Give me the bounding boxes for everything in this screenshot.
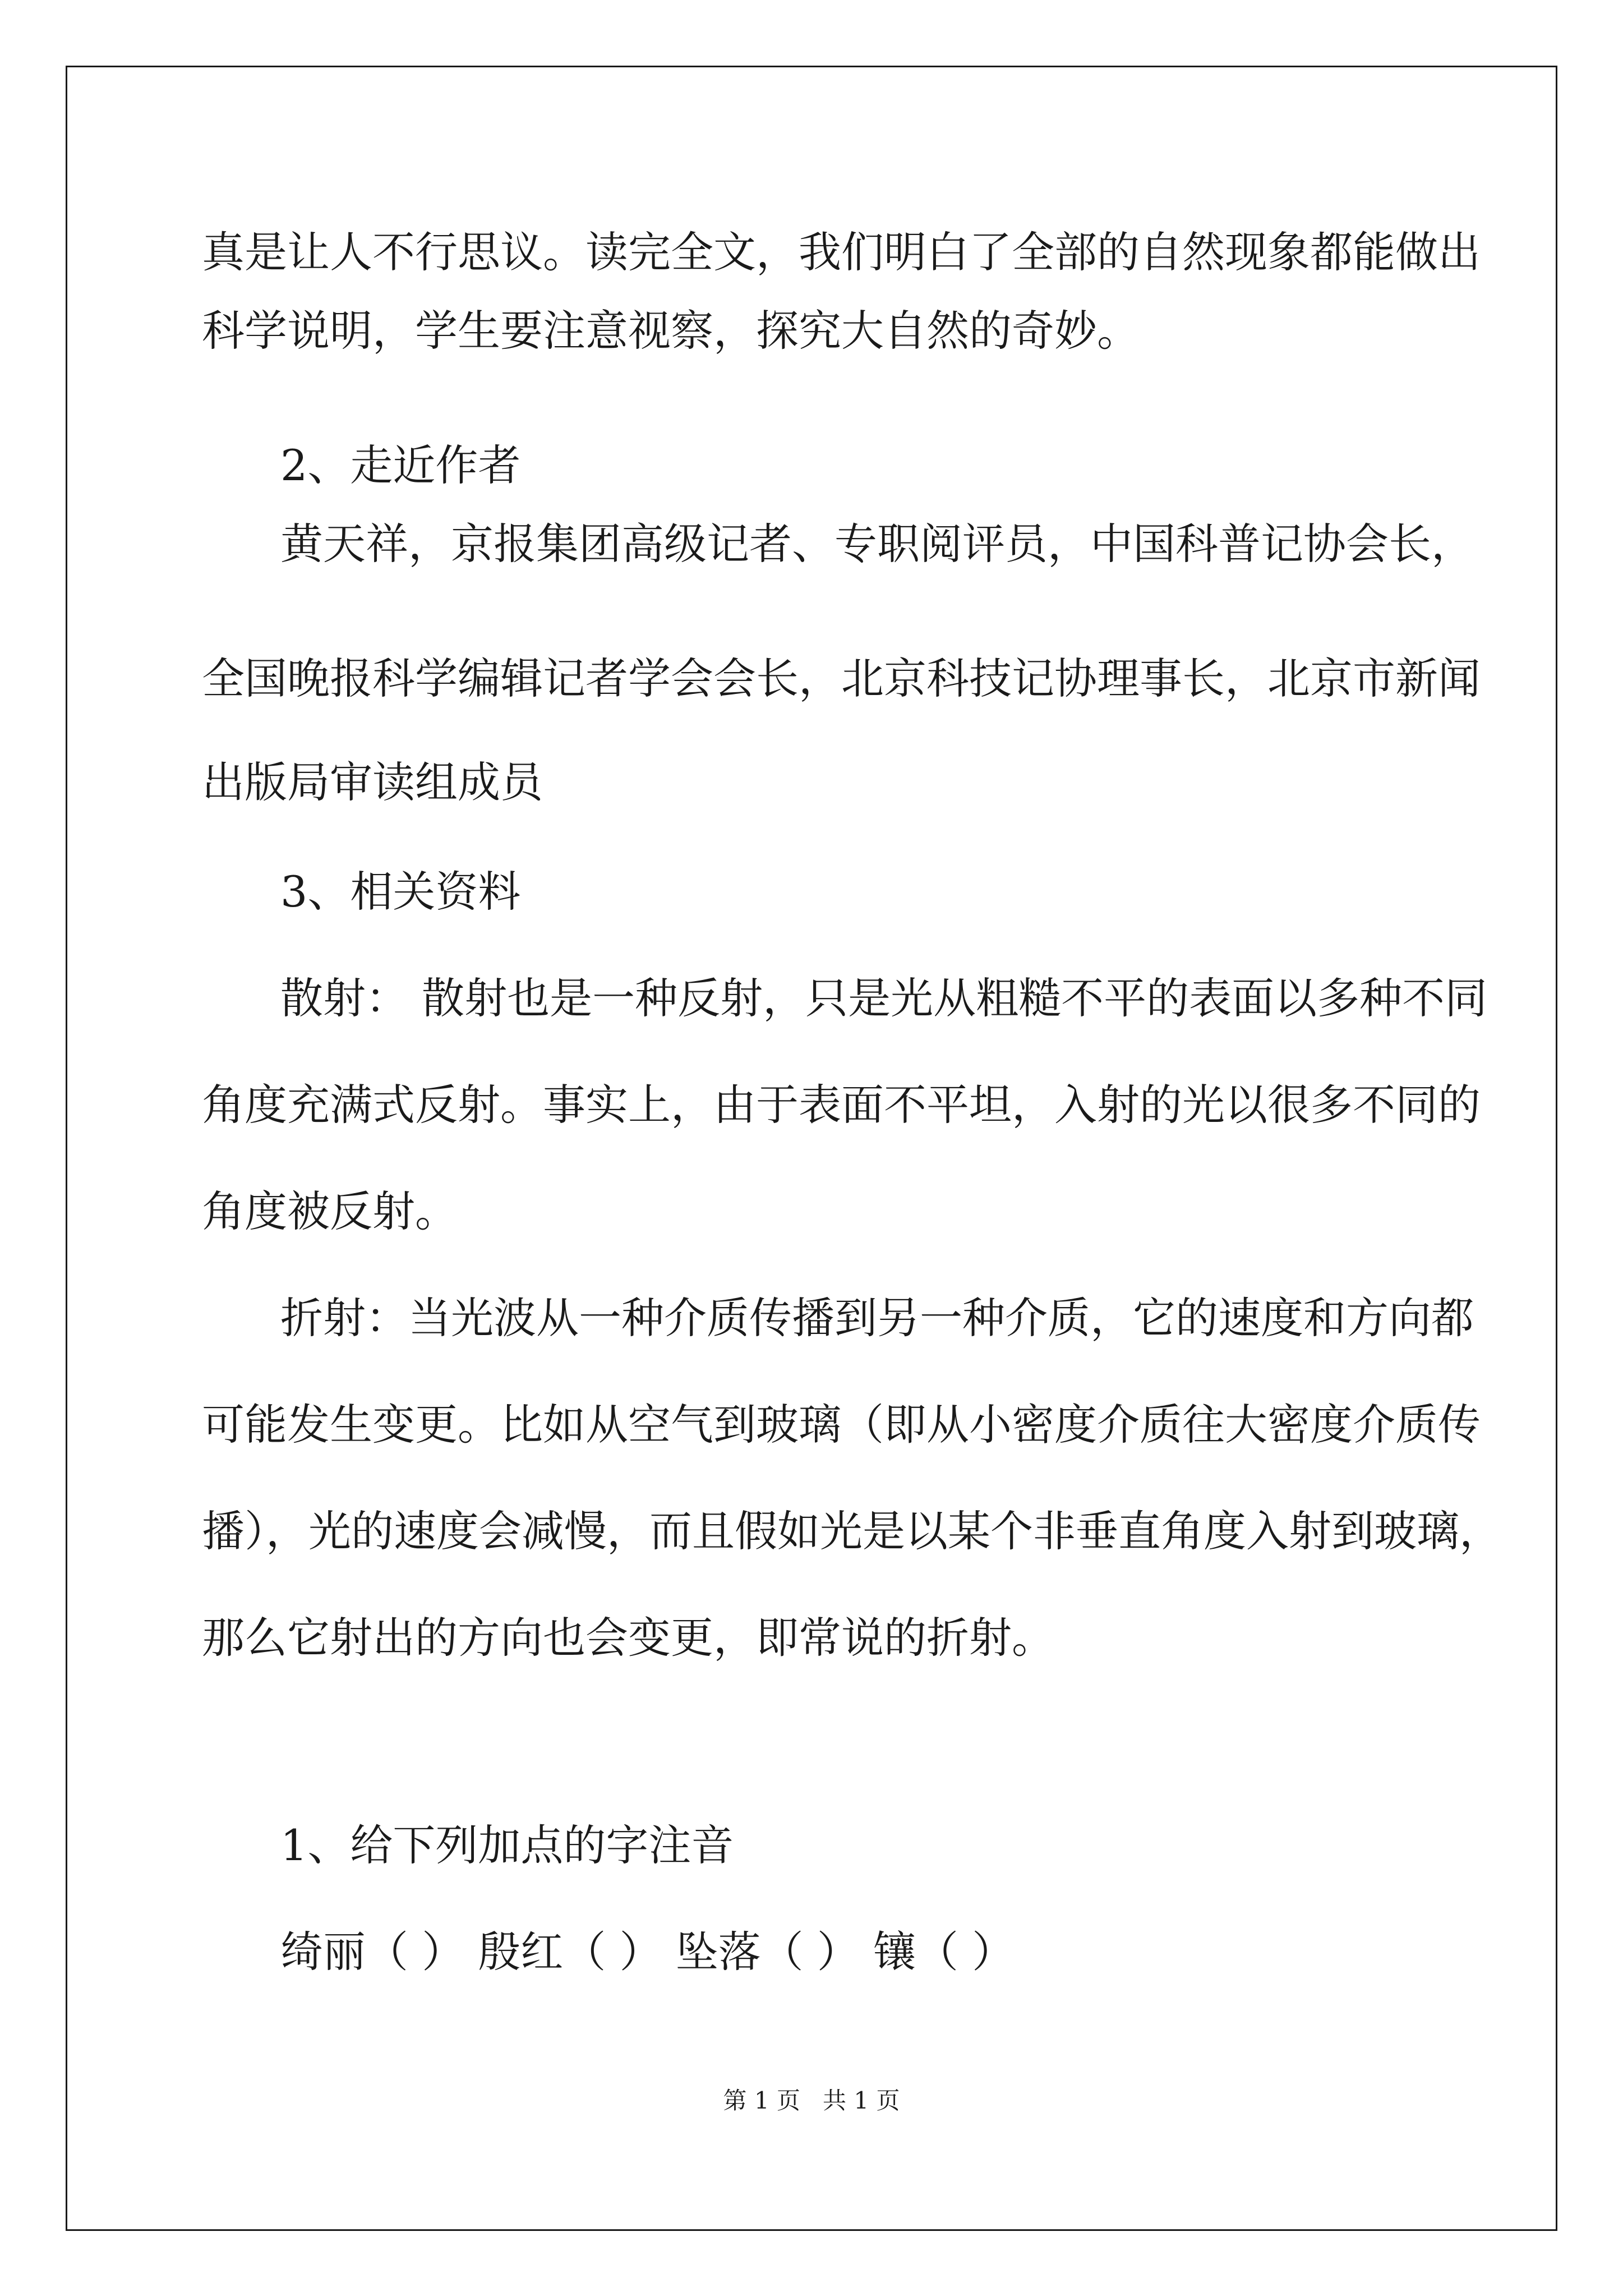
paragraph-line: 可能发生变更。比如从空气到玻璃（即从小密度介质往大密度介质传 <box>202 1400 1481 1450</box>
paragraph-line: 科学说明，学生要注意视察，探究大自然的奇妙。 <box>202 306 1140 356</box>
section-heading-author: 2、走近作者 <box>280 440 521 490</box>
paragraph-line: 角度充满式反射。事实上，由于表面不平坦，入射的光以很多不同的 <box>202 1080 1481 1130</box>
paragraph-line: 黄天祥，京报集团高级记者、专职阅评员，中国科普记协会长， <box>280 519 1474 569</box>
page-border <box>66 66 1557 2231</box>
exercise-items: 绮丽（ ） 殷红（ ） 坠落（ ） 镶（ ） <box>280 1927 1015 1977</box>
paragraph-line: 真是让人不行思议。读完全文，我们明白了全部的自然现象都能做出 <box>202 227 1481 277</box>
section-heading-resources: 3、相关资料 <box>280 867 521 917</box>
paragraph-line: 播），光的速度会减慢，而且假如光是以某个非垂直角度入射到玻璃， <box>202 1506 1502 1556</box>
paragraph-line: 出版局审读组成员 <box>202 757 543 807</box>
paragraph-line: 散射： 散射也是一种反射，只是光从粗糙不平的表面以多种不同 <box>280 973 1488 1023</box>
paragraph-line: 角度被反射。 <box>202 1186 458 1236</box>
page-footer: 第 1 页 共 1 页 <box>723 2087 900 2114</box>
exercise-heading: 1、给下列加点的字注音 <box>280 1820 734 1870</box>
paragraph-line: 那么它射出的方向也会变更，即常说的折射。 <box>202 1613 1054 1663</box>
paragraph-line: 折射：当光波从一种介质传播到另一种介质，它的速度和方向都 <box>280 1293 1474 1343</box>
paragraph-line: 全国晚报科学编辑记者学会会长，北京科技记协理事长，北京市新闻 <box>202 654 1481 703</box>
